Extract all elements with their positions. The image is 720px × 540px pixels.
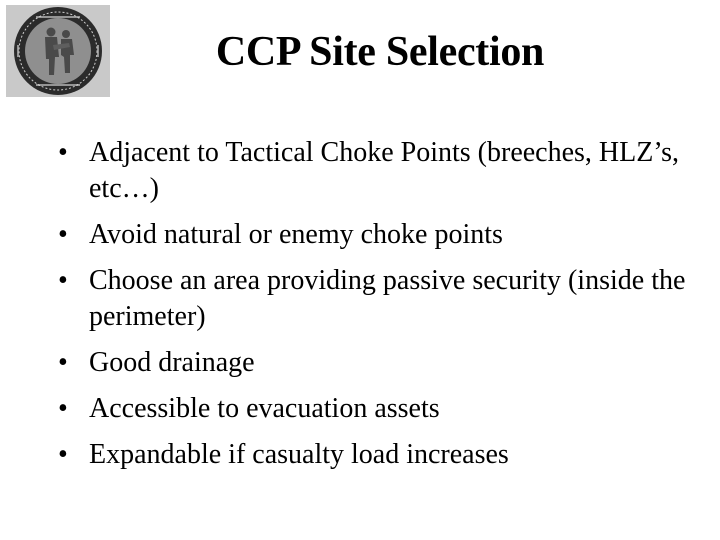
bullet-item: • Choose an area providing passive security (inside the perimeter) xyxy=(58,263,698,335)
bullet-item: • Good drainage xyxy=(58,345,698,381)
bullet-item: • Accessible to evacuation assets xyxy=(58,391,698,427)
tccc-logo-icon xyxy=(6,5,110,97)
bullet-item: • Expandable if casualty load increases xyxy=(58,437,698,473)
bullet-item: • Avoid natural or enemy choke points xyxy=(58,217,698,253)
bullet-item: • Adjacent to Tactical Choke Points (breeches, HLZ’s, etc…) xyxy=(58,135,698,207)
slide-title: CCP Site Selection xyxy=(215,29,545,75)
bullet-list xyxy=(58,135,698,473)
